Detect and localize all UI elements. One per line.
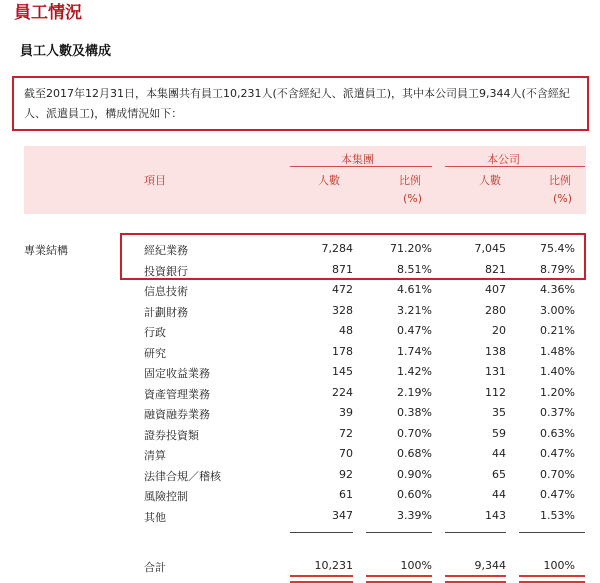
row-group-count: 145 [332, 365, 353, 378]
header-group-ratio: 比例 [399, 174, 421, 187]
row-group-count: 72 [339, 427, 353, 440]
row-group-count: 328 [332, 304, 353, 317]
header-group-count: 人數 [318, 174, 340, 187]
row-company-ratio: 0.37% [540, 406, 575, 419]
row-company-ratio: 0.63% [540, 427, 575, 440]
row-company-count: 407 [485, 283, 506, 296]
rule-group-count [290, 532, 353, 533]
row-company-count: 138 [485, 345, 506, 358]
page-title: 員工情況 [14, 3, 82, 23]
header-group: 本集團 [341, 153, 374, 166]
row-name: 研究 [144, 347, 166, 360]
row-name: 經紀業務 [144, 244, 188, 257]
row-group-ratio: 1.74% [397, 345, 432, 358]
row-name: 其他 [144, 511, 166, 524]
row-company-count: 59 [492, 427, 506, 440]
row-company-ratio: 8.79% [540, 263, 575, 276]
row-company-count: 821 [485, 263, 506, 276]
group-header-rule [290, 166, 432, 167]
section-title: 員工人數及構成 [20, 44, 112, 59]
rule-company-ratio [519, 532, 585, 533]
row-name: 行政 [144, 326, 166, 339]
total-company-count: 9,344 [474, 559, 506, 572]
row-company-ratio: 1.40% [540, 365, 575, 378]
row-company-ratio: 0.47% [540, 447, 575, 460]
rule-group-ratio [366, 532, 432, 533]
row-name: 融資融券業務 [144, 408, 210, 421]
row-group-ratio: 8.51% [397, 263, 432, 276]
header-item: 項目 [144, 174, 166, 187]
row-group-ratio: 1.42% [397, 365, 432, 378]
row-group-count: 70 [339, 447, 353, 460]
intro-text: 截至2017年12月31日，本集團共有員工10,231人(不含經紀人、派遣員工)，其中本公司員工9,344人(不含經紀人、派遣員工)，構成情況如下： [24, 87, 570, 120]
row-name: 清算 [144, 449, 166, 462]
row-group-count: 224 [332, 386, 353, 399]
header-company-count: 人數 [479, 174, 501, 187]
total-group-ratio: 100% [400, 559, 432, 572]
row-company-count: 44 [492, 488, 506, 501]
row-company-ratio: 0.70% [540, 468, 575, 481]
row-group-ratio: 71.20% [390, 242, 432, 255]
row-group-count: 472 [332, 283, 353, 296]
row-group-count: 61 [339, 488, 353, 501]
row-name: 計劃財務 [144, 306, 188, 319]
row-group-ratio: 0.38% [397, 406, 432, 419]
row-company-ratio: 3.00% [540, 304, 575, 317]
header-company: 本公司 [487, 153, 520, 166]
row-company-count: 131 [485, 365, 506, 378]
row-company-count: 143 [485, 509, 506, 522]
row-group-ratio: 2.19% [397, 386, 432, 399]
row-group-count: 347 [332, 509, 353, 522]
row-name: 信息技術 [144, 285, 188, 298]
row-company-ratio: 0.21% [540, 324, 575, 337]
row-group-count: 39 [339, 406, 353, 419]
row-group-ratio: 0.70% [397, 427, 432, 440]
row-company-count: 20 [492, 324, 506, 337]
company-header-rule [445, 166, 585, 167]
row-company-ratio: 75.4% [540, 242, 575, 255]
header-company-ratio: 比例 [549, 174, 571, 187]
row-company-count: 280 [485, 304, 506, 317]
row-company-ratio: 1.53% [540, 509, 575, 522]
row-company-count: 44 [492, 447, 506, 460]
row-group-ratio: 3.21% [397, 304, 432, 317]
row-company-ratio: 0.47% [540, 488, 575, 501]
row-name: 法律合規／稽核 [144, 470, 221, 483]
row-company-ratio: 1.20% [540, 386, 575, 399]
total-group-count: 10,231 [314, 559, 353, 572]
total-company-ratio: 100% [543, 559, 575, 572]
row-group-ratio: 3.39% [397, 509, 432, 522]
row-group-count: 7,284 [321, 242, 353, 255]
row-company-count: 7,045 [474, 242, 506, 255]
row-group-ratio: 4.61% [397, 283, 432, 296]
section-label: 專業結構 [24, 244, 68, 257]
total-label: 合計 [144, 561, 166, 574]
row-name: 證券投資類 [144, 429, 199, 442]
row-company-ratio: 1.48% [540, 345, 575, 358]
row-company-count: 35 [492, 406, 506, 419]
rule-company-count [445, 532, 506, 533]
row-company-count: 65 [492, 468, 506, 481]
row-name: 資產管理業務 [144, 388, 210, 401]
header-group-ratio-unit: (%) [403, 192, 423, 205]
row-name: 投資銀行 [144, 265, 188, 278]
row-name: 風險控制 [144, 490, 188, 503]
row-group-count: 48 [339, 324, 353, 337]
row-company-count: 112 [485, 386, 506, 399]
row-group-ratio: 0.60% [397, 488, 432, 501]
row-group-count: 871 [332, 263, 353, 276]
rows-highlight-box [120, 233, 586, 280]
row-group-ratio: 0.90% [397, 468, 432, 481]
row-name: 固定收益業務 [144, 367, 210, 380]
row-group-ratio: 0.68% [397, 447, 432, 460]
row-company-ratio: 4.36% [540, 283, 575, 296]
row-group-count: 178 [332, 345, 353, 358]
row-group-count: 92 [339, 468, 353, 481]
row-group-ratio: 0.47% [397, 324, 432, 337]
header-company-ratio-unit: (%) [553, 192, 573, 205]
